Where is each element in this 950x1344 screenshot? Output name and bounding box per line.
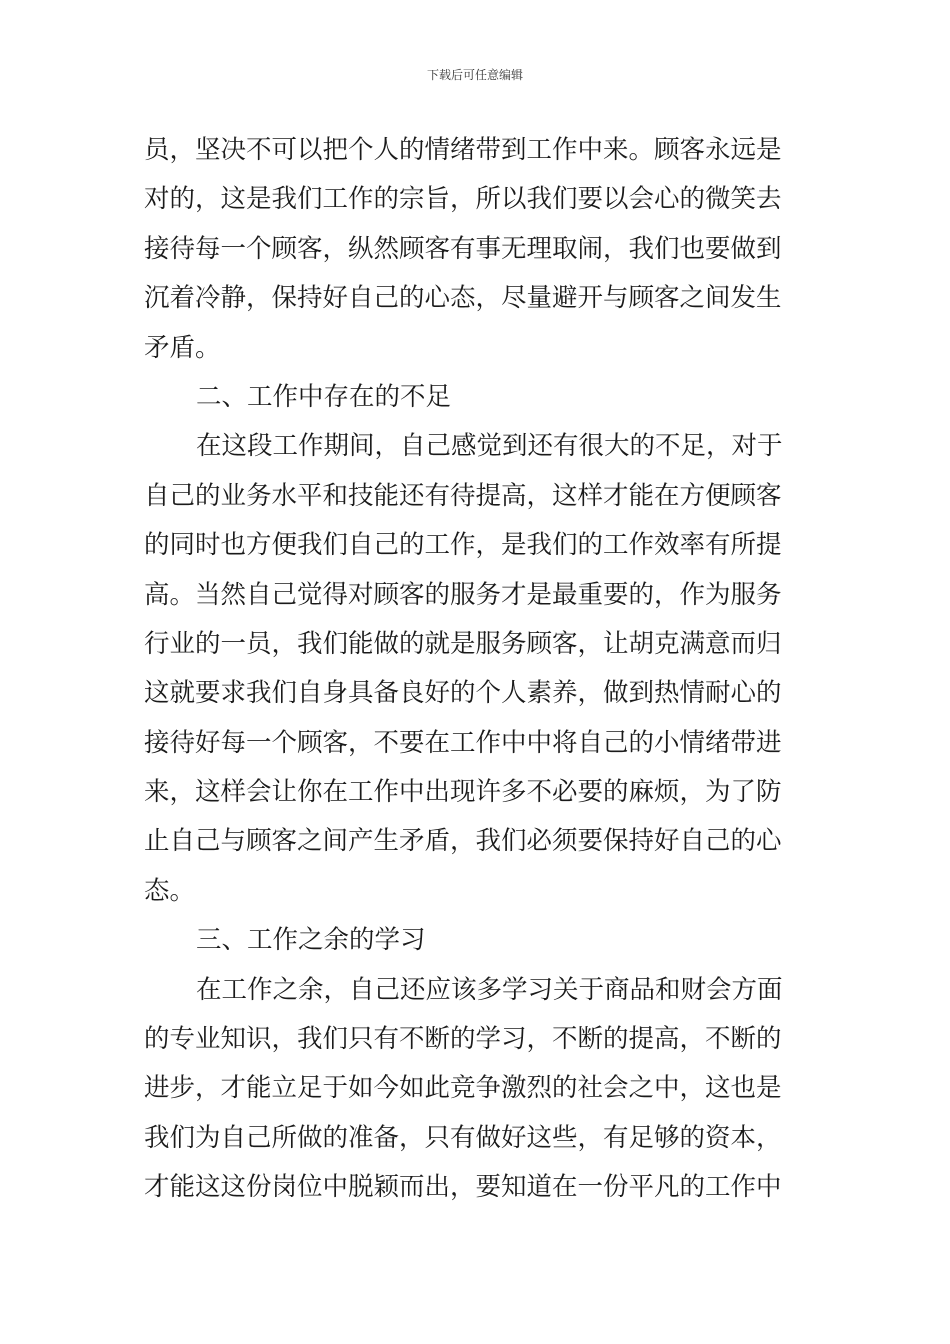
text-line: 沉着冷静，保持好自己的心态，尽量避开与顾客之间发生 <box>144 283 782 314</box>
text-line: 员，坚决不可以把个人的情绪带到工作中来。顾客永远是 <box>144 135 782 165</box>
text-line: 对的，这是我们工作的宗旨，所以我们要以会心的微笑去 <box>144 184 782 215</box>
text-line: 自己的业务水平和技能还有待提高，这样才能在方便顾客 <box>144 480 782 511</box>
paragraph-first-line: 在工作之余，自己还应该多学习关于商品和财会方面 <box>196 974 783 1005</box>
text-line: 止自己与顾客之间产生矛盾，我们必须要保持好自己的心 <box>144 826 782 857</box>
text-line: 态。 <box>144 875 196 906</box>
text-line: 高。当然自己觉得对顾客的服务才是最重要的，作为服务 <box>144 579 782 610</box>
section-heading: 三、工作之余的学习 <box>196 925 426 956</box>
page-header: 下载后可任意编辑 <box>426 68 523 82</box>
paragraph-first-line: 在这段工作期间，自己感觉到还有很大的不足，对于 <box>196 431 783 462</box>
text-line: 的同时也方便我们自己的工作，是我们的工作效率有所提 <box>144 530 782 561</box>
text-line: 矛盾。 <box>144 332 221 363</box>
text-line: 接待好每一个顾客，不要在工作中中将自己的小情绪带进 <box>144 727 782 758</box>
text-line: 我们为自己所做的准备，只有做好这些，有足够的资本， <box>144 1122 782 1153</box>
text-line: 进步，才能立足于如今如此竞争激烈的社会之中，这也是 <box>144 1073 782 1104</box>
text-line: 的专业知识，我们只有不断的学习，不断的提高，不断的 <box>144 1024 782 1055</box>
body-text <box>144 126 810 1213</box>
text-line: 来，这样会让你在工作中出现许多不必要的麻烦，为了防 <box>144 777 782 808</box>
text-line: 接待每一个顾客，纵然顾客有事无理取闹，我们也要做到 <box>144 233 782 264</box>
text-line: 这就要求我们自身具备良好的个人素养，做到热情耐心的 <box>144 678 782 709</box>
text-line: 行业的一员，我们能做的就是服务顾客，让胡克满意而归 <box>144 628 782 659</box>
text-line: 才能这这份岗位中脱颖而出，要知道在一份平凡的工作中 <box>144 1172 782 1203</box>
section-heading: 二、工作中存在的不足 <box>196 381 452 412</box>
